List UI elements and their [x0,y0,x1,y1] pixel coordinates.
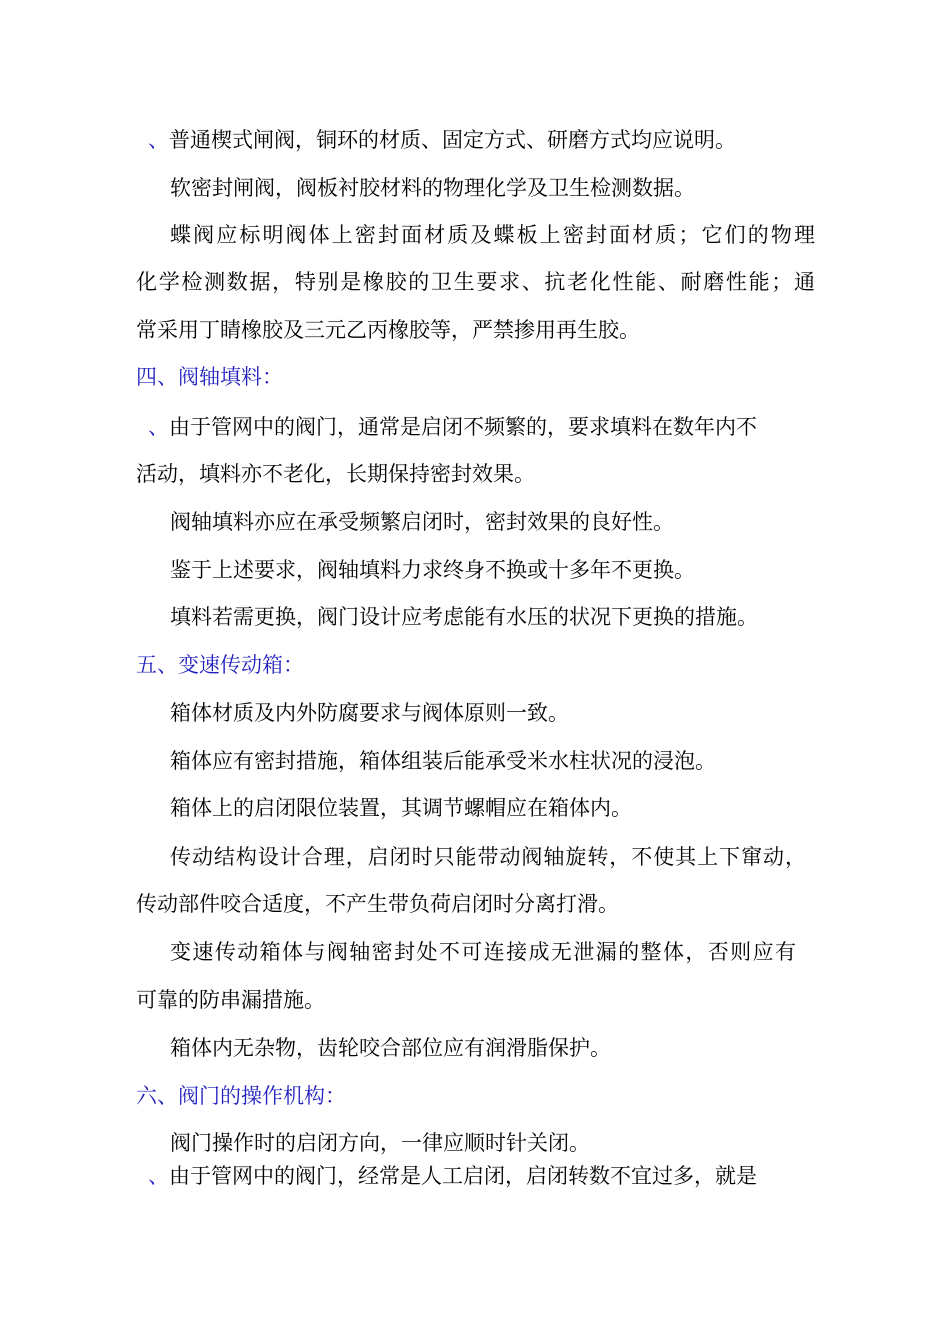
paragraph-line: 软密封闸阀，阀板衬胶材料的物理化学及卫生检测数据。 [170,176,695,200]
paragraph-line: 阀轴填料亦应在承受频繁启闭时，密封效果的良好性。 [170,510,674,534]
paragraph-line: 箱体上的启闭限位装置，其调节螺帽应在箱体内。 [170,796,632,820]
paragraph-line: 鉴于上述要求，阀轴填料力求终身不换或十多年不更换。 [170,558,695,582]
paragraph-line: 箱体应有密封措施，箱体组装后能承受米水柱状况的浸泡。 [170,749,716,773]
paragraph-line: 填料若需更换，阀门设计应考虑能有水压的状况下更换的措施。 [170,605,758,629]
line-text: 由于管网中的阀门，通常是启闭不频繁的，要求填料在数年内不 [169,415,757,439]
list-bullet: 、 [148,1164,169,1188]
list-bullet: 、 [148,128,169,152]
list-bullet: 、 [148,415,169,439]
section-heading: 六、阀门的操作机构： [136,1084,346,1108]
paragraph-line: 传动结构设计合理，启闭时只能带动阀轴旋转，不使其上下窜动， [170,845,806,869]
line-text: 由于管网中的阀门，经常是人工启闭，启闭转数不宜过多，就是 [169,1164,757,1188]
section-heading: 四、阀轴填料： [136,365,283,389]
paragraph-line: 箱体内无杂物，齿轮咬合部位应有润滑脂保护。 [170,1036,611,1060]
paragraph-line: 蝶阀应标明阀体上密封面材质及蝶板上密封面材质；它们的物理 [170,223,815,247]
paragraph-line: 可靠的防串漏措施。 [136,988,325,1012]
paragraph-line: 阀门操作时的启闭方向，一律应顺时针关闭。 [170,1131,590,1155]
paragraph-line: 变速传动箱体与阀轴密封处不可连接成无泄漏的整体，否则应有 [170,940,796,964]
paragraph-line: 活动，填料亦不老化，长期保持密封效果。 [136,462,535,486]
paragraph-line [148,1162,757,1190]
line-text: 普通楔式闸阀，铜环的材质、固定方式、研磨方式均应说明。 [169,128,736,152]
paragraph-line [148,126,736,154]
paragraph-line: 常采用丁睛橡胶及三元乙丙橡胶等，严禁掺用再生胶。 [136,318,640,342]
section-heading: 五、变速传动箱： [136,653,304,677]
paragraph-line [148,413,757,441]
paragraph-line: 箱体材质及内外防腐要求与阀体原则一致。 [170,701,569,725]
paragraph-line: 传动部件咬合适度，不产生带负荷启闭时分离打滑。 [136,892,619,916]
paragraph-line: 化学检测数据，特别是橡胶的卫生要求、抗老化性能、耐磨性能；通 [136,270,815,294]
